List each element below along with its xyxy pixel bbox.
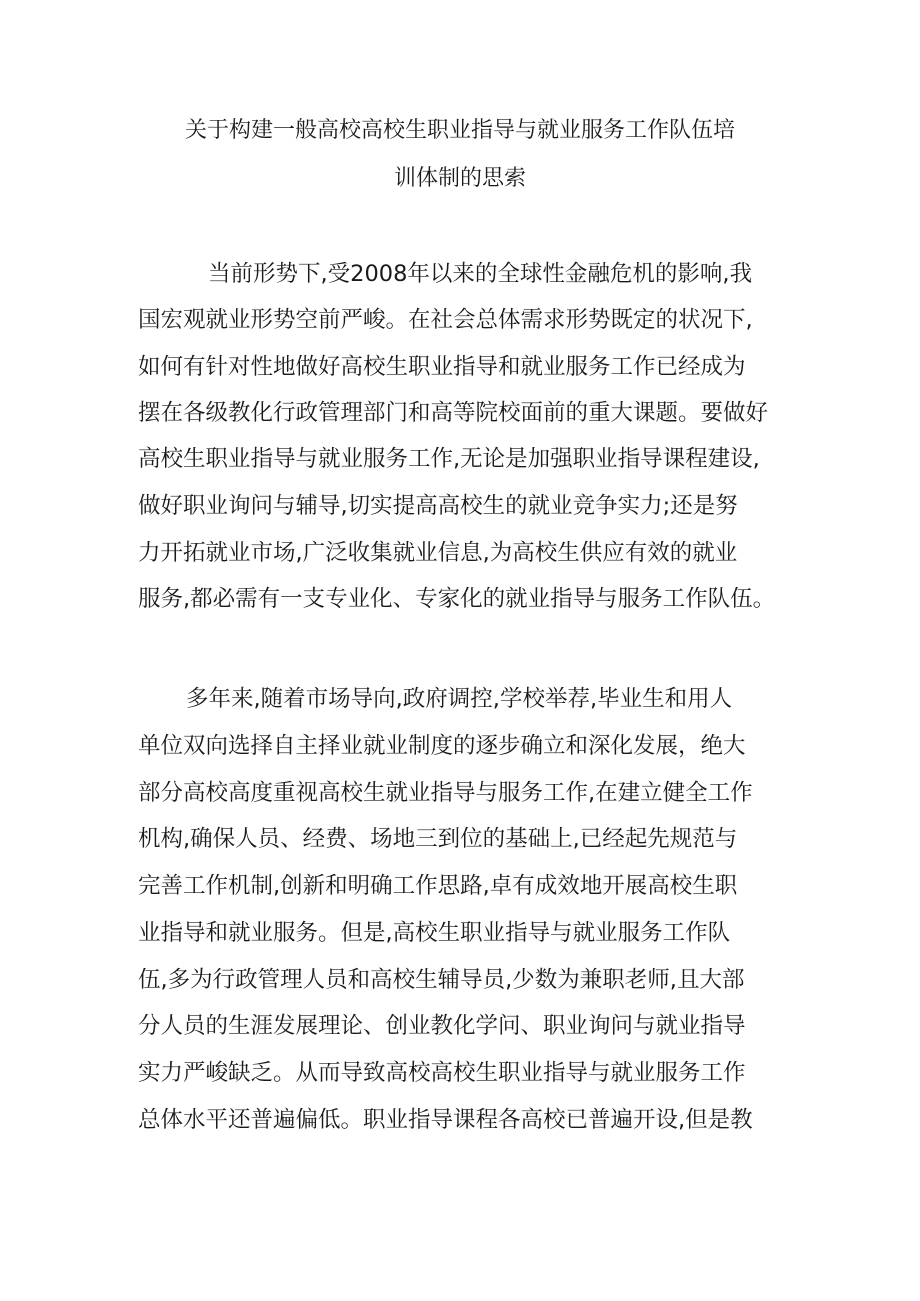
paragraph-2-line-10: 总体水平还普遍偏低。职业指导课程各高校已普遍开设,但是教 — [138, 1107, 753, 1133]
paragraph-2-line-5: 完善工作机制,创新和明确工作思路,卓有成效地开展高校生职 — [138, 873, 738, 899]
paragraph-2-line-9: 实力严峻缺乏。从而导致高校高校生职业指导与就业服务工作 — [138, 1060, 746, 1086]
paragraph-1-line-1: 当前形势下,受2008年以来的全球性金融危机的影响,我 — [208, 261, 753, 287]
paragraph-1-line-6: 做好职业询问与辅导,切实提高高校生的就业竞争实力;还是努 — [138, 493, 738, 519]
paragraph-1-line-2: 国宏观就业形势空前严峻。在社会总体需求形势既定的状况下, — [138, 307, 753, 333]
paragraph-2-line-7: 伍,多为行政管理人员和高校生辅导员,少数为兼职老师,且大部 — [138, 967, 745, 993]
paragraph-2-line-4: 机构,确保人员、经费、场地三到位的基础上,已经起先规范与 — [138, 826, 738, 852]
paragraph-1-line-3: 如何有针对性地做好高校生职业指导和就业服务工作已经成为 — [138, 354, 746, 380]
document-title-line-2: 训体制的思索 — [393, 166, 526, 191]
paragraph-2-line-2: 单位双向选择自主择业就业制度的逐步确立和深化发展，绝大 — [138, 733, 746, 759]
paragraph-1-line-8: 服务,都必需有一支专业化、专家化的就业指导与服务工作队伍。 — [138, 586, 776, 612]
paragraph-1-line-4: 摆在各级教化行政管理部门和高等院校面前的重大课题。要做好 — [138, 400, 769, 426]
paragraph-2-line-8: 分人员的生涯发展理论、创业教化学问、职业询问与就业指导 — [138, 1013, 746, 1039]
paragraph-1-line-7: 力开拓就业市场,广泛收集就业信息,为高校生供应有效的就业 — [138, 540, 738, 566]
paragraph-2-line-6: 业指导和就业服务。但是,高校生职业指导与就业服务工作队 — [138, 920, 731, 946]
paragraph-2-line-3: 部分高校高度重视高校生就业指导与服务工作,在建立健全工作 — [138, 780, 753, 806]
document-title-line-1: 关于构建一般高校高校生职业指导与就业服务工作队伍培 — [184, 118, 735, 143]
paragraph-2-line-1: 多年来,随着市场导向,政府调控,学校举荐,毕业生和用人 — [186, 686, 733, 712]
paragraph-1-line-5: 高校生职业指导与就业服务工作,无论是加强职业指导课程建设, — [138, 446, 760, 472]
